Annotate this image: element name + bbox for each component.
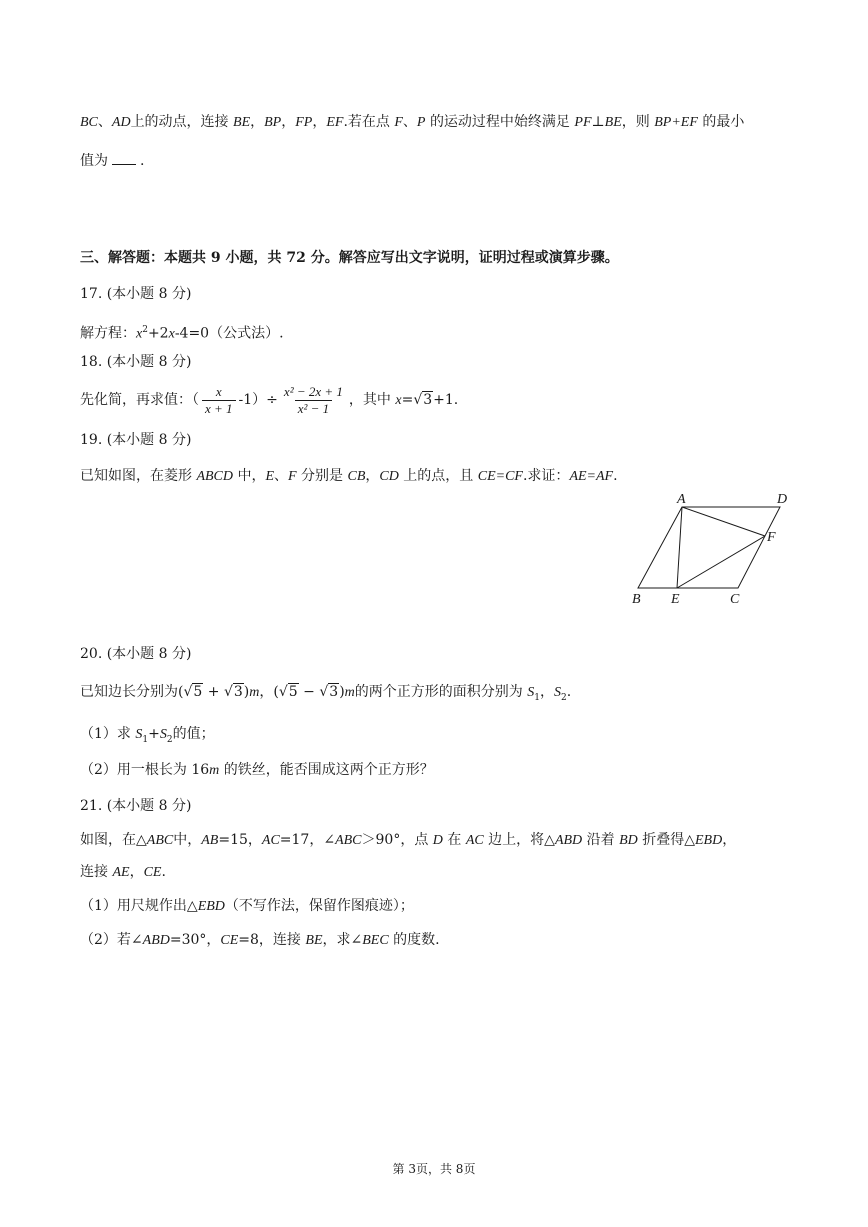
radicand: 5 — [193, 684, 203, 700]
text: F — [288, 469, 297, 484]
q21-header: 21. (本小题 8 分) — [80, 798, 192, 814]
text: CE — [143, 865, 162, 880]
text: CB — [347, 469, 366, 484]
text: ，其中 — [348, 392, 391, 408]
text: -4=0（公式法）. — [174, 325, 284, 342]
text: 的最小 — [702, 114, 745, 130]
fraction — [202, 384, 236, 417]
text: 2 — [166, 734, 173, 745]
text: ) — [339, 684, 345, 700]
text: 先化简，再求值：（ — [80, 392, 199, 408]
text: ABCD — [196, 469, 234, 484]
text: 沿着 — [586, 832, 615, 848]
text: m — [249, 685, 260, 700]
text: =15， — [218, 832, 262, 848]
text: ABD — [554, 833, 583, 848]
radicand: 3 — [233, 684, 243, 700]
text: 、 — [274, 468, 289, 484]
text: 的运动过程中始终满足 — [429, 114, 570, 130]
text: . — [161, 864, 166, 880]
text: CD — [379, 469, 399, 484]
text: S — [527, 685, 535, 700]
radicand: 3 — [423, 392, 433, 408]
text: 分别是 — [301, 468, 344, 484]
label-c: C — [730, 592, 740, 607]
text: ， — [259, 684, 274, 700]
text: 上的动点，连接 — [130, 114, 229, 130]
text: F — [394, 115, 403, 130]
text: BP+EF — [654, 115, 698, 130]
text: 已知如图，在菱形 — [80, 468, 192, 484]
text: BE — [233, 115, 251, 130]
text: m — [209, 763, 220, 778]
text: +2 — [147, 325, 169, 342]
sqrt: √5 — [278, 684, 298, 700]
text: AE — [112, 865, 130, 880]
text: AD — [111, 115, 131, 130]
text: P — [416, 115, 426, 130]
text: （2）若∠ — [80, 932, 143, 948]
text: 解方程： — [80, 325, 136, 342]
text: （1）用尺规作出△ — [80, 898, 198, 914]
label-e: E — [671, 592, 680, 607]
text: BP — [264, 115, 282, 130]
text: . — [140, 153, 145, 169]
text: BEC — [362, 933, 389, 948]
text: 的值； — [172, 726, 215, 742]
text: x — [395, 393, 402, 408]
text: （不写作法，保留作图痕迹）； — [224, 898, 414, 914]
label-a: A — [677, 492, 686, 507]
text: +1. — [433, 392, 459, 408]
segment-ae — [677, 507, 682, 588]
text: + — [148, 726, 160, 742]
q17-text — [80, 320, 284, 345]
q21-part2 — [80, 930, 440, 951]
q18-header: 18. (本小题 8 分) — [80, 354, 192, 370]
text: CE — [220, 933, 239, 948]
text: =30°， — [169, 932, 221, 948]
text: BC — [80, 115, 98, 130]
text: − — [298, 684, 320, 700]
q16-line2 — [80, 150, 144, 171]
section-heading: 三、解答题：本题共 9 小题，共 72 分。解答应写出文字说明，证明过程或演算步骤。 — [80, 250, 619, 266]
text: EBD — [197, 899, 225, 914]
text: AC — [465, 833, 484, 848]
text: ， — [281, 114, 296, 130]
text: CE=CF — [477, 469, 523, 484]
sqrt: √5 — [183, 684, 203, 700]
text: ， — [722, 832, 737, 848]
text: 2 — [142, 325, 148, 335]
sqrt: √3 — [319, 684, 339, 700]
q18-text — [80, 382, 458, 419]
text: 的铁丝，能否围成这两个正方形？ — [223, 762, 434, 778]
text: （2）用一根长为 16 — [80, 762, 210, 778]
q20-header: 20. (本小题 8 分) — [80, 646, 192, 662]
q17-header: 17. (本小题 8 分) — [80, 286, 192, 302]
text: FP — [295, 115, 313, 130]
text: 中， — [237, 468, 266, 484]
text: + — [203, 684, 224, 700]
q20-text — [80, 682, 571, 708]
label-d: D — [777, 492, 788, 507]
text: 已知边长分别为 — [80, 684, 178, 700]
text: 1 — [534, 692, 540, 703]
text: ABC — [335, 833, 362, 848]
text: 1 — [142, 734, 149, 745]
radicand: 5 — [288, 684, 298, 700]
text: EF — [326, 115, 344, 130]
text: 上的点，且 — [403, 468, 474, 484]
fraction — [281, 384, 346, 417]
label-b: B — [632, 592, 641, 607]
text: （1）求 — [80, 726, 131, 742]
text: ABD — [142, 933, 170, 948]
text: 折叠得△ — [642, 832, 695, 848]
text: 2 — [560, 692, 567, 703]
text: 连接 — [80, 864, 108, 880]
rhombus-outline — [638, 507, 780, 588]
text: ，求∠ — [322, 932, 363, 948]
text: ，则 — [621, 114, 650, 130]
q20-part2 — [80, 760, 434, 781]
text: ) — [243, 684, 250, 700]
text: ( — [178, 684, 184, 700]
text: E — [265, 469, 275, 484]
q16-line1 — [80, 112, 744, 133]
text: ， — [129, 864, 144, 880]
q19-text — [80, 466, 618, 487]
label-f: F — [767, 530, 776, 545]
q20-part1 — [80, 724, 215, 750]
text: m — [344, 685, 355, 700]
segment-af — [682, 507, 765, 536]
text: 中， — [173, 832, 202, 848]
text: . — [566, 684, 572, 700]
text: ＞90°，点 — [361, 832, 429, 848]
text: =8，连接 — [238, 932, 301, 948]
text: D — [432, 833, 443, 848]
denominator: x² − 1 — [295, 400, 332, 417]
text: S — [135, 727, 143, 742]
sqrt: √3 — [223, 684, 243, 700]
text: .若在点 — [343, 114, 390, 130]
text: PF⊥BE — [574, 115, 622, 130]
radicand: 3 — [329, 684, 339, 700]
text: S — [553, 685, 561, 700]
q19-header: 19. (本小题 8 分) — [80, 432, 192, 448]
text: BD — [619, 833, 638, 848]
text: BE — [305, 933, 323, 948]
text: . — [613, 468, 618, 484]
page-number: 第 3页，共 8页 — [392, 1162, 476, 1176]
denominator: x + 1 — [202, 400, 236, 417]
text: = — [401, 392, 414, 408]
answer-blank — [112, 150, 136, 165]
text: AE=AF — [569, 469, 614, 484]
q21-line1 — [80, 830, 736, 851]
text: EBD — [694, 833, 723, 848]
text: ， — [365, 468, 380, 484]
text: ( — [273, 684, 279, 700]
text: 、 — [402, 114, 417, 130]
numerator: x — [215, 383, 222, 399]
text: 的度数. — [393, 932, 440, 948]
text: ABC — [146, 833, 174, 848]
text: 值为 — [80, 153, 108, 169]
text: =17，∠ — [279, 832, 336, 848]
text: S — [159, 727, 167, 742]
text: 、 — [97, 114, 112, 130]
sqrt: √3 — [413, 392, 433, 408]
rhombus-figure — [628, 486, 788, 608]
text: .求证： — [522, 468, 570, 484]
text: -1）÷ — [238, 392, 278, 408]
text: x — [136, 326, 143, 342]
numerator: x² − 2x + 1 — [283, 383, 343, 399]
text: 的两个正方形的面积分别为 — [354, 684, 523, 700]
text: ， — [312, 114, 327, 130]
text: AB — [201, 833, 219, 848]
q21-line2 — [80, 862, 166, 883]
text: x — [168, 326, 175, 342]
text: 如图，在△ — [80, 832, 147, 848]
text: ， — [250, 114, 265, 130]
text: 在 — [447, 832, 462, 848]
text: ， — [539, 684, 554, 700]
text: 边上，将△ — [488, 832, 555, 848]
text: AC — [261, 833, 280, 848]
q21-part1 — [80, 896, 414, 917]
